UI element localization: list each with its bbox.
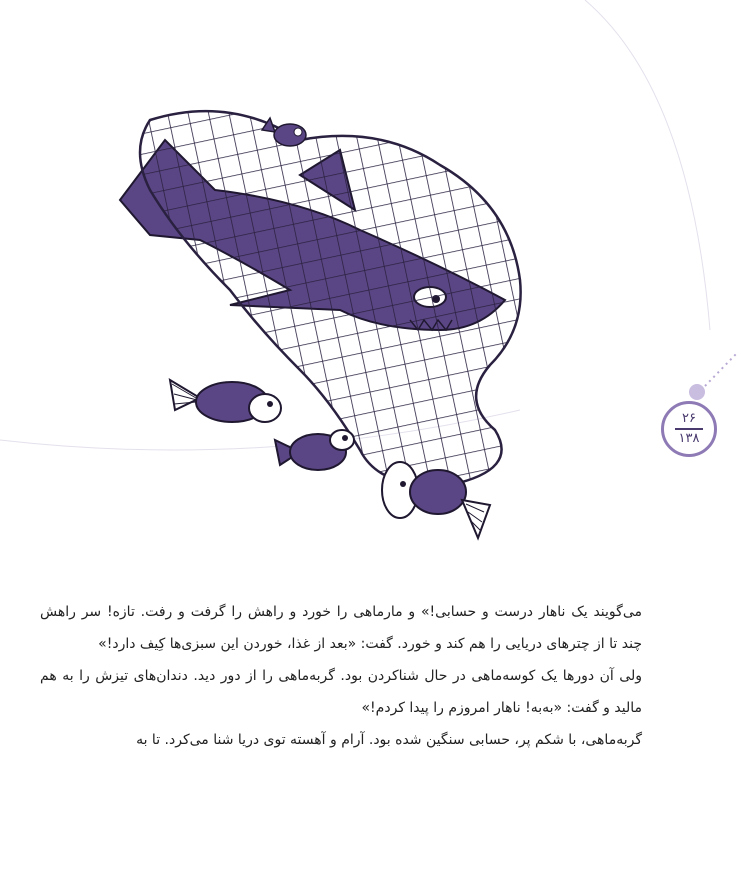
paragraph: ولی آن دورها یک کوسه‌ماهی در حال شناکردن بود. گربه‌ماهی را از دور دید. دندان‌های تیزش را به هم مالید و گفت: «به‌به! ناهار امروزم را پیدا کردم!» — [40, 668, 642, 716]
page-number-divider — [675, 428, 703, 430]
page-number-current: ۲۶ — [682, 411, 696, 427]
fish-middle — [275, 430, 354, 470]
fish-left — [170, 380, 281, 422]
page-number-badge — [661, 401, 717, 457]
page-number-total: ۱۳۸ — [678, 430, 700, 446]
story-text — [40, 596, 642, 756]
paragraph: می‌گویند یک ناهار درست و حسابی!» و مارماهی را خورد و راهش را گرفت و رفت. تازه! سر راهش چند تا از چترهای دریایی را هم کند و خورد. گفت: «بعد از غذا، خوردن این سبزی‌ها کِیف دارد!» — [40, 604, 642, 652]
paragraph: گربه‌ماهی، با شکم پر، حسابی سنگین شده بود. آرام و آهسته توی دریا شنا می‌کرد. تا به — [136, 732, 642, 748]
